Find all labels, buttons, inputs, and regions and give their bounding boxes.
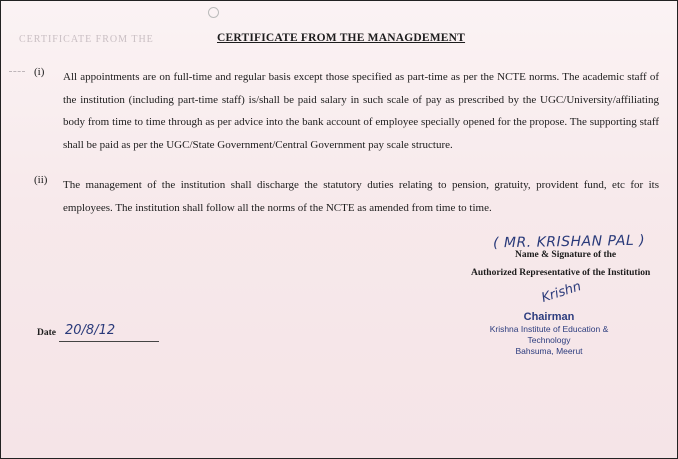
clause-text-2: The management of the institution shall discharge the statutory duties relating to pension, gratuity, provident fund, etc for its employees. The institution shall follow all the norms of the NCTE as amended from time to time.	[63, 179, 659, 214]
clause-text-1: All appointments are on full-time and regular basis except those specified as part-time as per the NCTE norms. The academic staff of the institution (including part-time staff) is/shall be paid salary in such scale of pay as prescribed by the UGC/University/affiliating body from time to time through as per advice into the bank account of employee specially opened for the propose. The supporting staff shall be paid as per the UGC/State Government/Central Government pay scale structure.	[63, 71, 659, 151]
date-label: Date	[37, 328, 56, 338]
faint-header-text: CERTIFICATE FROM THE	[19, 34, 154, 45]
handwritten-name: ( MR. KRISHAN PAL )	[492, 232, 646, 252]
stamp-title: Chairman	[523, 311, 575, 323]
clause-marker-2: (ii)	[34, 174, 48, 186]
name-signature-label: Name & Signature of the	[515, 250, 617, 260]
date-value: 20/8/12	[65, 323, 116, 338]
date-underline	[59, 341, 159, 342]
clause-marker-1: (i)	[34, 66, 45, 78]
signature-initials: Krishn	[539, 279, 584, 306]
institution-stamp	[479, 311, 619, 357]
authorized-representative-label: Authorized Representative of the Institution	[471, 268, 651, 278]
punch-hole-icon	[208, 7, 219, 18]
stamp-location: Bahsuma, Meerut	[515, 346, 583, 356]
stamp-institution: Krishna Institute of Education & Technology	[489, 324, 609, 345]
page-title: CERTIFICATE FROM THE MANAGDEMENT	[217, 32, 466, 44]
margin-mark	[9, 71, 25, 72]
